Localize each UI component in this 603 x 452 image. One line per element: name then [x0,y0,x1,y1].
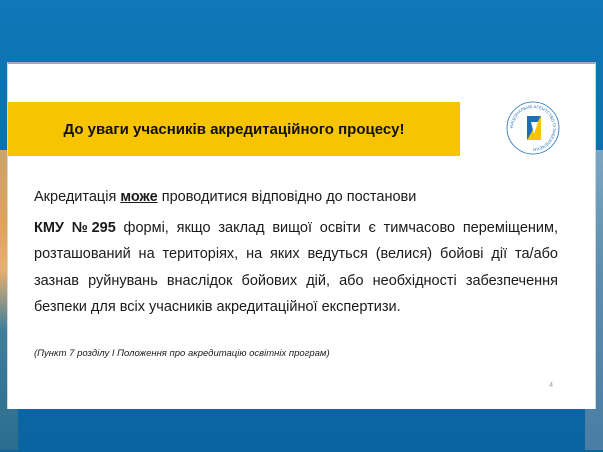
agency-logo-icon [505,100,561,156]
slide-title: До уваги учасників акредитаційного процесу! [63,120,405,138]
main-paragraph [34,215,558,321]
agency-logo [505,100,561,156]
slide-body [34,184,558,321]
intro-line [34,184,558,211]
slide-canvas [7,62,596,409]
footnote: (Пункт 7 розділу І Положення про акредитацію освітніх програм) [34,348,330,359]
paragraph-text: формі, якщо заклад вищої освіти є тимчасово переміщеним, розташований на територіях, на яких ведуться (велися) бойові дії та/або зазнав руйнувань внаслідок бойових дій, або необхідності забезпечення безпеки для всіх учасників акредитаційної експертизи. [34,219,558,315]
title-banner [8,102,460,156]
slide-page-number: 4 [549,382,553,389]
intro-suffix: проводитися відповідно до постанови [157,189,417,205]
logo-arc-text: НАЦІОНАЛЬНЕ АГЕНТСТВО ІЗ ЗАБЕЗПЕЧЕНН [508,103,558,153]
decree-reference: КМУ №295 [34,219,116,236]
intro-emphasis: може [120,189,158,205]
intro-prefix: Акредитація [34,189,121,205]
